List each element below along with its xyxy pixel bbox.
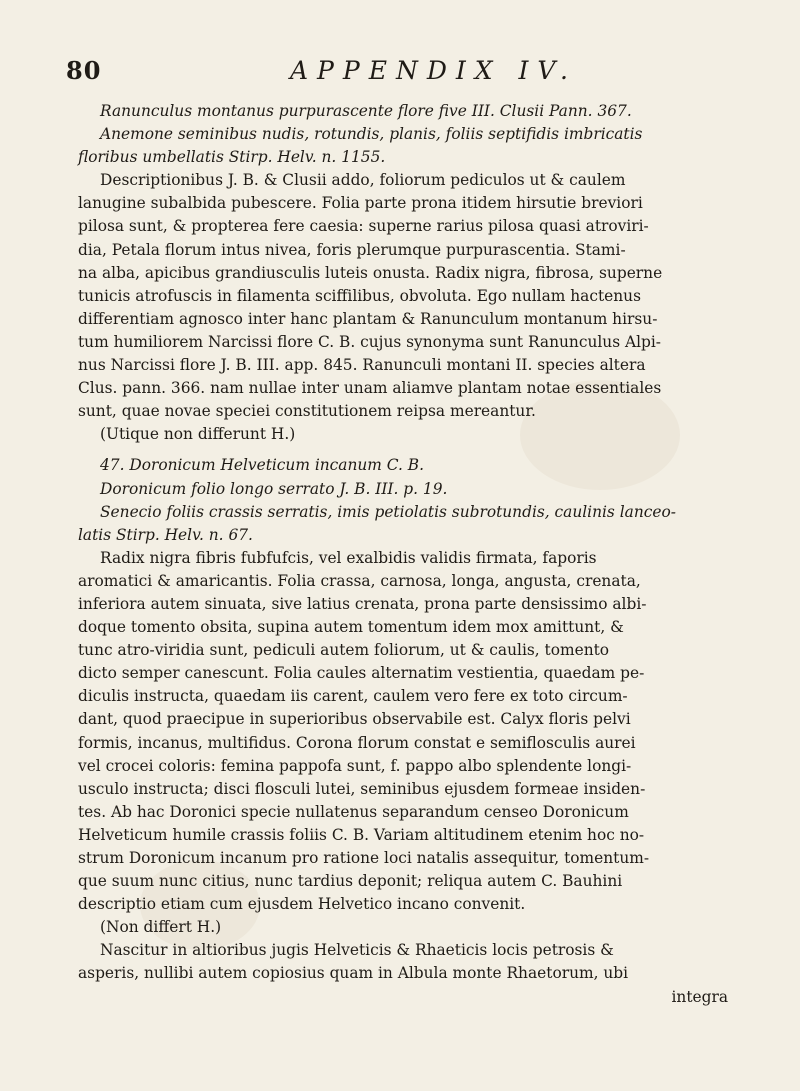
text-line: Nascitur in altioribus jugis Helveticis & Rhaeticis locis petrosis & <box>100 941 614 960</box>
text-line: pilosa sunt, & propterea fere caesia: superne rarius pilosa quasi atroviri- <box>78 217 649 236</box>
text-line: dant, quod praecipue in superioribus observabile est. Calyx floris pelvi <box>78 710 631 729</box>
running-title: APPENDIX IV. <box>290 56 577 85</box>
species-heading: Ranunculus montanus purpurascente flore five III. Clusii Pann. 367. <box>100 102 632 120</box>
text-line: Clus. pann. 366. nam nullae inter unam aliamve plantam notae essentiales <box>78 379 662 398</box>
text-line: asperis, nullibi autem copiosius quam in Albula monte Rhaetorum, ubi <box>78 964 629 983</box>
text-line: descriptio etiam cum ejusdem Helvetico incano convenit. <box>78 895 526 914</box>
body-text <box>78 100 728 1009</box>
synonym-line: latis Stirp. Helv. n. 67. <box>78 525 253 544</box>
synonym-line: Doronicum folio longo serrato J. B. III. p. 19. <box>100 479 448 498</box>
text-line: Radix nigra fibris fubfufcis, vel exalbidis validis firmata, faporis <box>100 548 597 567</box>
text-line: Helveticum humile crassis foliis C. B. Variam altitudinem etenim hoc no- <box>78 825 645 844</box>
text-line: formis, incanus, multifidus. Corona florum constat e semiflosculis aurei <box>78 733 636 752</box>
text-line: tes. Ab hac Doronici specie nullatenus separandum censeo Doronicum <box>78 802 629 821</box>
text-line: inferiora autem sinuata, sive latius crenata, prona parte densissimo albi- <box>78 594 647 613</box>
synonym-line: Senecio foliis crassis serratis, imis petiolatis subrotundis, caulinis lanceo- <box>100 502 676 521</box>
text-line: que suum nunc citius, nunc tardius deponit; reliqua autem C. Bauhini <box>78 872 623 891</box>
text-line: aromatici & amaricantis. Folia crassa, carnosa, longa, angusta, crenata, <box>78 571 641 590</box>
text-line: doque tomento obsita, supina autem tomentum idem mox amittunt, & <box>78 618 624 637</box>
text-line: lanugine subalbida pubescere. Folia parte prona itidem hirsutie breviori <box>78 194 643 213</box>
page-header <box>0 56 800 96</box>
text-line: tunc atro-viridia sunt, pediculi autem foliorum, ut & caulis, tomento <box>78 641 610 660</box>
text-line: usculo instructa; disci flosculi lutei, seminibus ejusdem formeae insiden- <box>78 779 646 798</box>
text-line: na alba, apicibus grandiusculis luteis onusta. Radix nigra, fibrosa, superne <box>78 263 663 282</box>
text-line: sunt, quae novae speciei constitutionem reipsa mereantur. <box>78 402 536 421</box>
synonym-line: floribus umbellatis Stirp. Helv. n. 1155. <box>78 148 386 167</box>
text-line: vel crocei coloris: femina pappofa sunt, f. pappo albo splendente longi- <box>78 756 632 775</box>
text-line: strum Doronicum incanum pro ratione loci natalis assequitur, tomentum- <box>78 849 650 867</box>
text-line: dia, Petala florum intus nivea, foris plerumque purpurascentia. Stami- <box>78 240 626 259</box>
text-line: nus Narcissi flore J. B. III. app. 845. Ranunculi montani II. species altera <box>78 356 646 375</box>
text-line: Descriptionibus J. B. & Clusii addo, foliorum pediculos ut & caulem <box>100 171 626 190</box>
text-line: dicto semper canescunt. Folia caules alternatim vestientia, quaedam pe- <box>78 664 645 683</box>
text-line: diculis instructa, quaedam iis carent, caulem vero fere ex toto circum- <box>78 687 628 706</box>
species-heading: 47. Doronicum Helveticum incanum C. B. <box>100 456 424 475</box>
text-line: differentiam agnosco inter hanc plantam & Ranunculum montanum hirsu- <box>78 309 658 328</box>
editor-note: (Utique non differunt H.) <box>100 425 296 444</box>
editor-note: (Non differt H.) <box>100 918 222 937</box>
page-number: 80 <box>66 56 102 85</box>
text-line: tunicis atrofuscis in filamenta sciffilibus, obvoluta. Ego nullam hactenus <box>78 286 641 305</box>
catchword: integra <box>671 987 728 1006</box>
text-line: tum humiliorem Narcissi flore C. B. cujus synonyma sunt Ranunculus Alpi- <box>78 332 662 351</box>
synonym-line: Anemone seminibus nudis, rotundis, planis, foliis septifidis imbricatis <box>100 125 643 144</box>
